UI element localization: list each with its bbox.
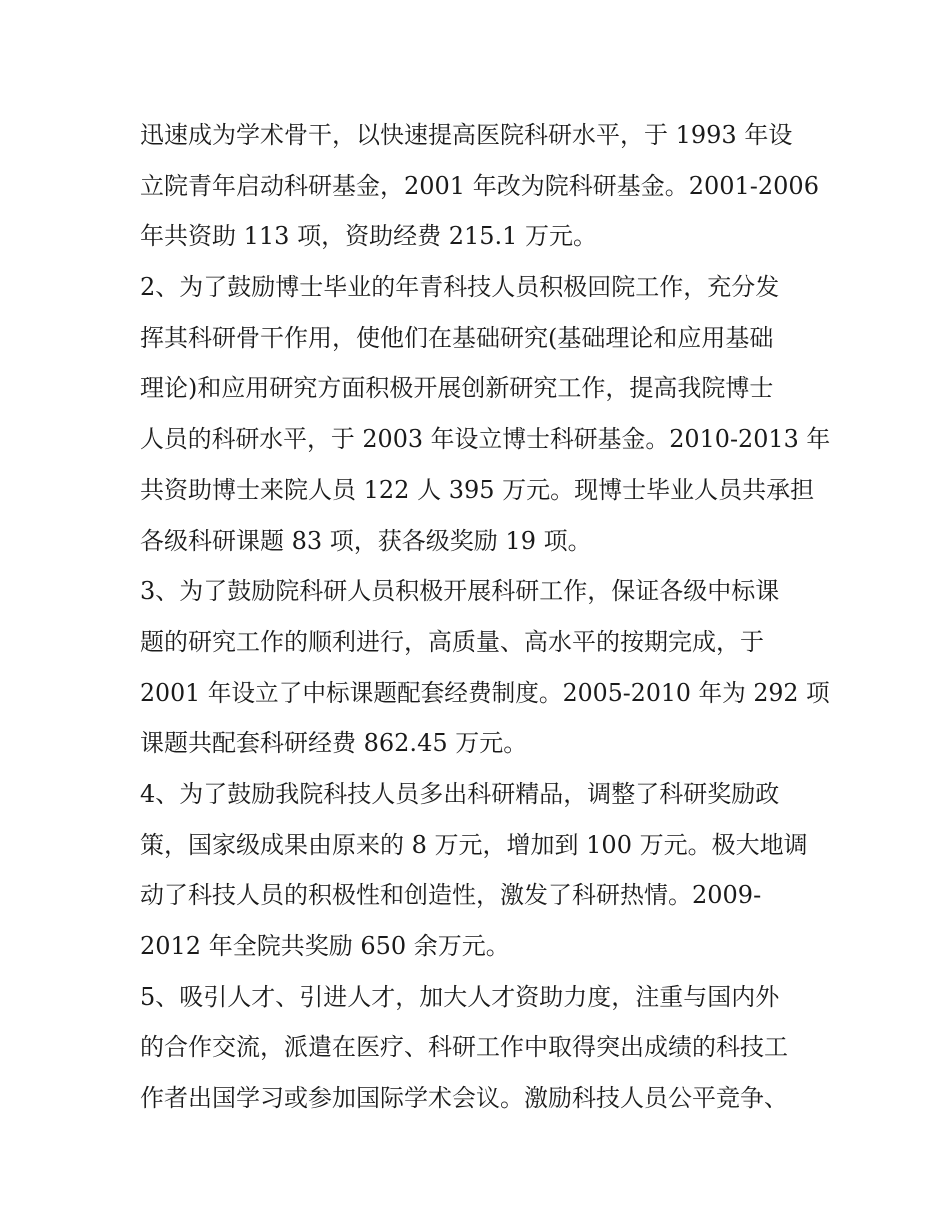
text-line: 题的研究工作的顺利进行，高质量、高水平的按期完成，于	[140, 627, 764, 656]
text-line: 人员的科研水平，于 2003 年设立博士科研基金。2010-2013 年	[140, 425, 831, 454]
body-text	[140, 110, 831, 1124]
text-line: 迅速成为学术骨干，以快速提高医院科研水平，于 1993 年设	[140, 121, 793, 149]
text-line: 3、为了鼓励院科研人员积极开展科研工作，保证各级中标课	[140, 577, 780, 606]
text-line: 2、为了鼓励博士毕业的年青科技人员积极回院工作，充分发	[140, 273, 780, 302]
text-line: 4、为了鼓励我院科技人员多出科研精品，调整了科研奖励政	[140, 779, 780, 808]
text-line: 的合作交流，派遣在医疗、科研工作中取得突出成绩的科技工	[140, 1033, 788, 1062]
text-line: 5、吸引人才、引进人才，加大人才资助力度，注重与国内外	[140, 982, 780, 1011]
text-line: 动了科技人员的积极性和创造性，激发了科研热情。2009-	[140, 881, 762, 910]
text-line: 各级科研课题 83 项，获各级奖励 19 项。	[140, 526, 592, 555]
text-line: 立院青年启动科研基金，2001 年改为院科研基金。2001-2006	[140, 171, 819, 200]
text-line: 2001 年设立了中标课题配套经费制度。2005-2010 年为 292 项	[140, 678, 830, 707]
text-line: 作者出国学习或参加国际学术会议。激励科技人员公平竞争、	[140, 1084, 788, 1113]
text-line: 共资助博士来院人员 122 人 395 万元。现博士毕业人员共承担	[140, 475, 815, 504]
text-line: 策，国家级成果由原来的 8 万元，增加到 100 万元。极大地调	[140, 830, 808, 859]
text-line: 挥其科研骨干作用，使他们在基础研究(基础理论和应用基础	[140, 323, 774, 352]
text-line: 年共资助 113 项，资助经费 215.1 万元。	[140, 222, 598, 251]
text-line: 理论)和应用研究方面积极开展创新研究工作，提高我院博士	[140, 374, 774, 403]
text-line: 课题共配套科研经费 862.45 万元。	[140, 729, 528, 758]
text-line: 2012 年全院共奖励 650 余万元。	[140, 932, 510, 960]
